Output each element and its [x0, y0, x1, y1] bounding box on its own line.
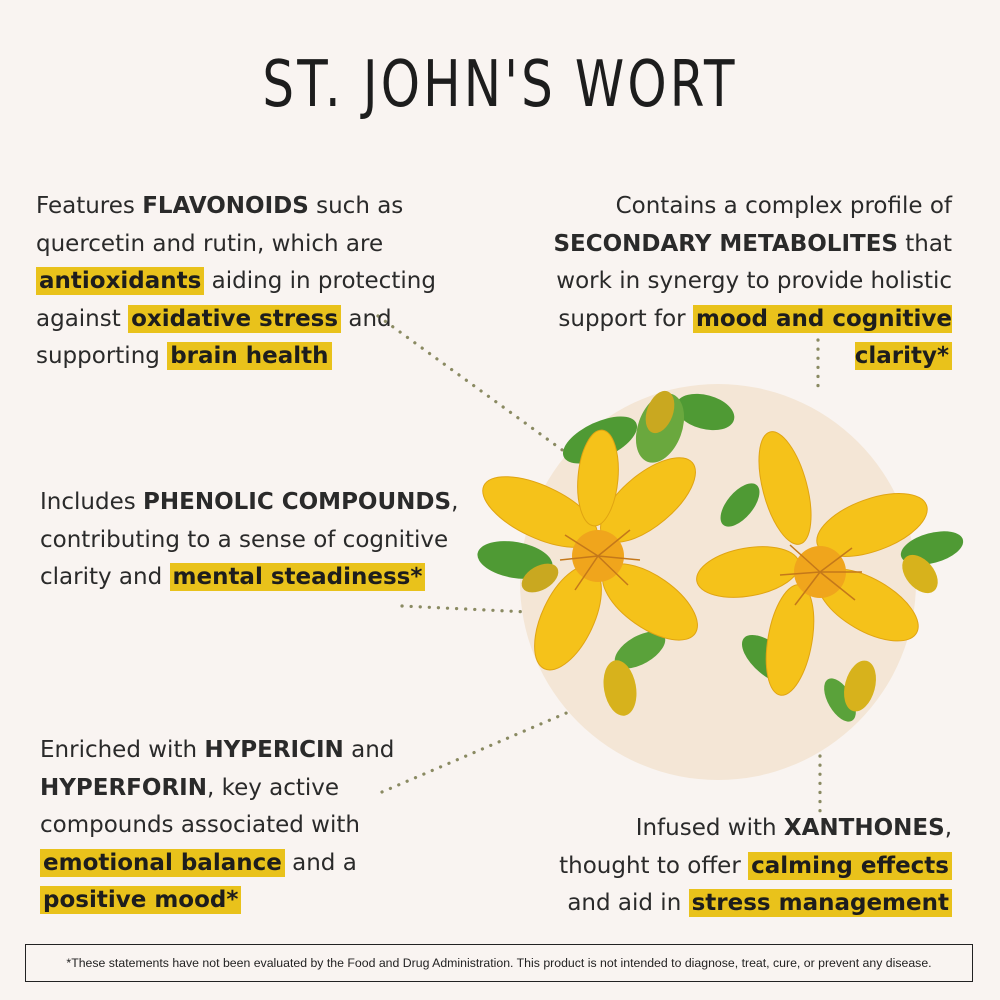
highlighted-phrase: stress management	[689, 889, 952, 917]
highlighted-phrase: antioxidants	[36, 267, 204, 295]
highlighted-phrase: mental steadiness*	[170, 563, 426, 591]
highlighted-phrase: emotional balance	[40, 849, 285, 877]
phenolic-compounds-text	[40, 484, 480, 597]
hypericin-hyperforin-text	[40, 732, 440, 920]
compound-name: FLAVONOIDS	[142, 193, 309, 219]
compound-name: HYPERFORIN	[40, 774, 207, 801]
body-text: , contributing to a sense of cognitive clarity and	[40, 489, 459, 590]
body-text: and a	[284, 849, 357, 876]
highlighted-phrase: calming effects	[748, 852, 952, 880]
body-text: , key active compounds associated with	[40, 774, 360, 838]
compound-name: PHENOLIC COMPOUNDS	[143, 489, 452, 515]
compound-name: HYPERICIN	[204, 737, 344, 763]
body-text: and	[343, 737, 395, 763]
body-text: Features	[36, 193, 143, 219]
body-text: aiding in protecting against	[36, 268, 436, 332]
body-text: that work in synergy to provide holistic support for	[556, 230, 952, 332]
xanthones-text	[540, 810, 952, 923]
body-text: Enriched with	[40, 737, 205, 763]
flavonoids-text	[36, 188, 456, 376]
body-text: such as quercetin and rutin, which are	[36, 193, 404, 257]
highlighted-phrase: mood and cognitive clarity*	[693, 305, 952, 371]
body-text: Contains a complex profile of	[615, 193, 952, 219]
page-title: ST. JOHN'S WORT	[262, 48, 738, 122]
compound-name: XANTHONES	[783, 815, 945, 841]
fda-disclaimer: *These statements have not been evaluated by the Food and Drug Administration. This product is not intended to diagnose, treat, cure, or prevent any disease.	[25, 944, 973, 982]
highlighted-phrase: brain health	[167, 342, 331, 370]
body-text: Infused with	[635, 815, 784, 841]
compound-name: SECONDARY METABOLITES	[553, 230, 898, 257]
body-text: and aid in	[567, 890, 689, 916]
leader-line-phenolic	[402, 606, 528, 612]
body-text: Includes	[40, 489, 144, 515]
highlighted-phrase: oxidative stress	[128, 305, 341, 333]
highlighted-phrase: positive mood*	[40, 886, 241, 914]
body-text: , thought to offer	[559, 815, 952, 879]
body-text: and supporting	[36, 305, 392, 369]
secondary-metabolites-text	[500, 188, 952, 376]
